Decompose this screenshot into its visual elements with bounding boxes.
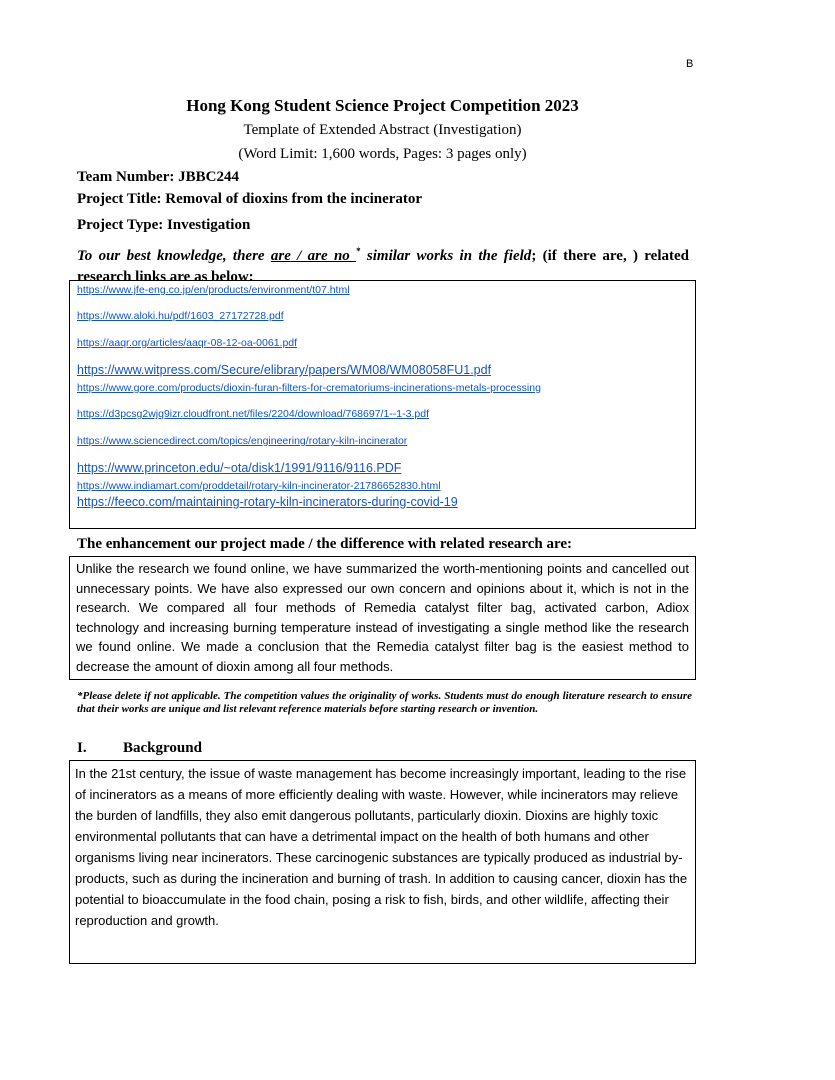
option-slash: / [290,248,308,264]
statement-lead: To our best knowledge, there [77,248,271,264]
statement-rest: ; (if there are, ) related research links are as below: [77,248,690,285]
research-link[interactable]: https://feeco.com/maintaining-rotary-kiln-incinerators-during-covid-19 [77,495,458,509]
enhancement-text: Unlike the research we found online, we have summarized the worth-mentioning points and cancelled out unnecessary points. We have also expressed our own concern and opinions about it, which is not in the research. We compared all four methods of Remedia catalyst filter bag, activated carbon, Adiox technology and increasing burning temperature instead of investigating a single method like the research we found online. We made a conclusion that the Remedia catalyst filter bag is the easiest method to decrease the amount of dioxin among all four methods. [76,561,689,674]
background-heading: Background [123,740,202,756]
research-link[interactable]: https://www.witpress.com/Secure/elibrary/papers/WM08/WM08058FU1.pdf [77,363,492,377]
word-limit-note: (Word Limit: 1,600 words, Pages: 3 pages only) [238,146,527,162]
research-links-box [69,280,696,529]
enhancement-box [69,556,696,680]
enhancement-heading: The enhancement our project made / the difference with related research are: [77,536,573,552]
footnote: *Please delete if not applicable. The competition values the originality of works. Students must do enough literature research to ensure that their works are unique and list relevant reference materials before starting research or invention. [77,690,692,715]
research-link[interactable]: https://www.gore.com/products/dioxin-furan-filters-for-crematoriums-incinerations-metals-processing [77,382,541,394]
research-link[interactable]: https://www.aloki.hu/pdf/1603_27172728.pdf [77,310,284,322]
footnote-star: * [356,246,361,256]
background-box [69,760,696,964]
research-link[interactable]: https://www.sciencedirect.com/topics/engineering/rotary-kiln-incinerator [77,435,408,447]
team-number: Team Number: JBBC244 [77,169,239,185]
document-title: Hong Kong Student Science Project Competition 2023 [186,96,579,115]
option-are: are [270,248,291,264]
option-are-no: are no [307,248,357,264]
document-subtitle: Template of Extended Abstract (Investigation) [243,122,522,138]
research-link[interactable]: https://aaqr.org/articles/aaqr-08-12-oa-0061.pdf [77,337,298,349]
research-link[interactable]: https://www.princeton.edu/~ota/disk1/1991/9116/9116.PDF [77,461,402,475]
project-type: Project Type: Investigation [77,217,251,233]
statement-italic: similar works in the field [360,248,532,264]
section-number: I. [77,740,87,756]
background-text: In the 21st century, the issue of waste management has become increasingly important, leading to the rise of incinerators as a means of more efficiently dealing with waste. However, while incinerators may relieve the burden of landfills, they also emit dangerous pollutants, particularly dioxin. Dioxins are highly toxic environmental pollutants that can have a detrimental impact on the health of both humans and other organisms living near incinerators. These carcinogenic substances are typically produced as industrial by-products, such as during the incineration and burning of trash. In addition to causing cancer, dioxin has the potential to bioaccumulate in the food chain, posing a risk to fish, birds, and other wildlife, affecting their reproduction and growth. [75,766,688,928]
research-link[interactable]: https://www.indiamart.com/proddetail/rotary-kiln-incinerator-21786652830.html [77,480,441,492]
project-title: Project Title: Removal of dioxins from the incinerator [77,191,423,207]
research-link[interactable]: https://d3pcsg2wjq9izr.cloudfront.net/files/2204/download/768697/1--1-3.pdf [77,408,429,420]
research-link[interactable]: https://www.jfe-eng.co.jp/en/products/environment/t07.html [77,284,350,296]
page-marker: B [686,58,694,70]
